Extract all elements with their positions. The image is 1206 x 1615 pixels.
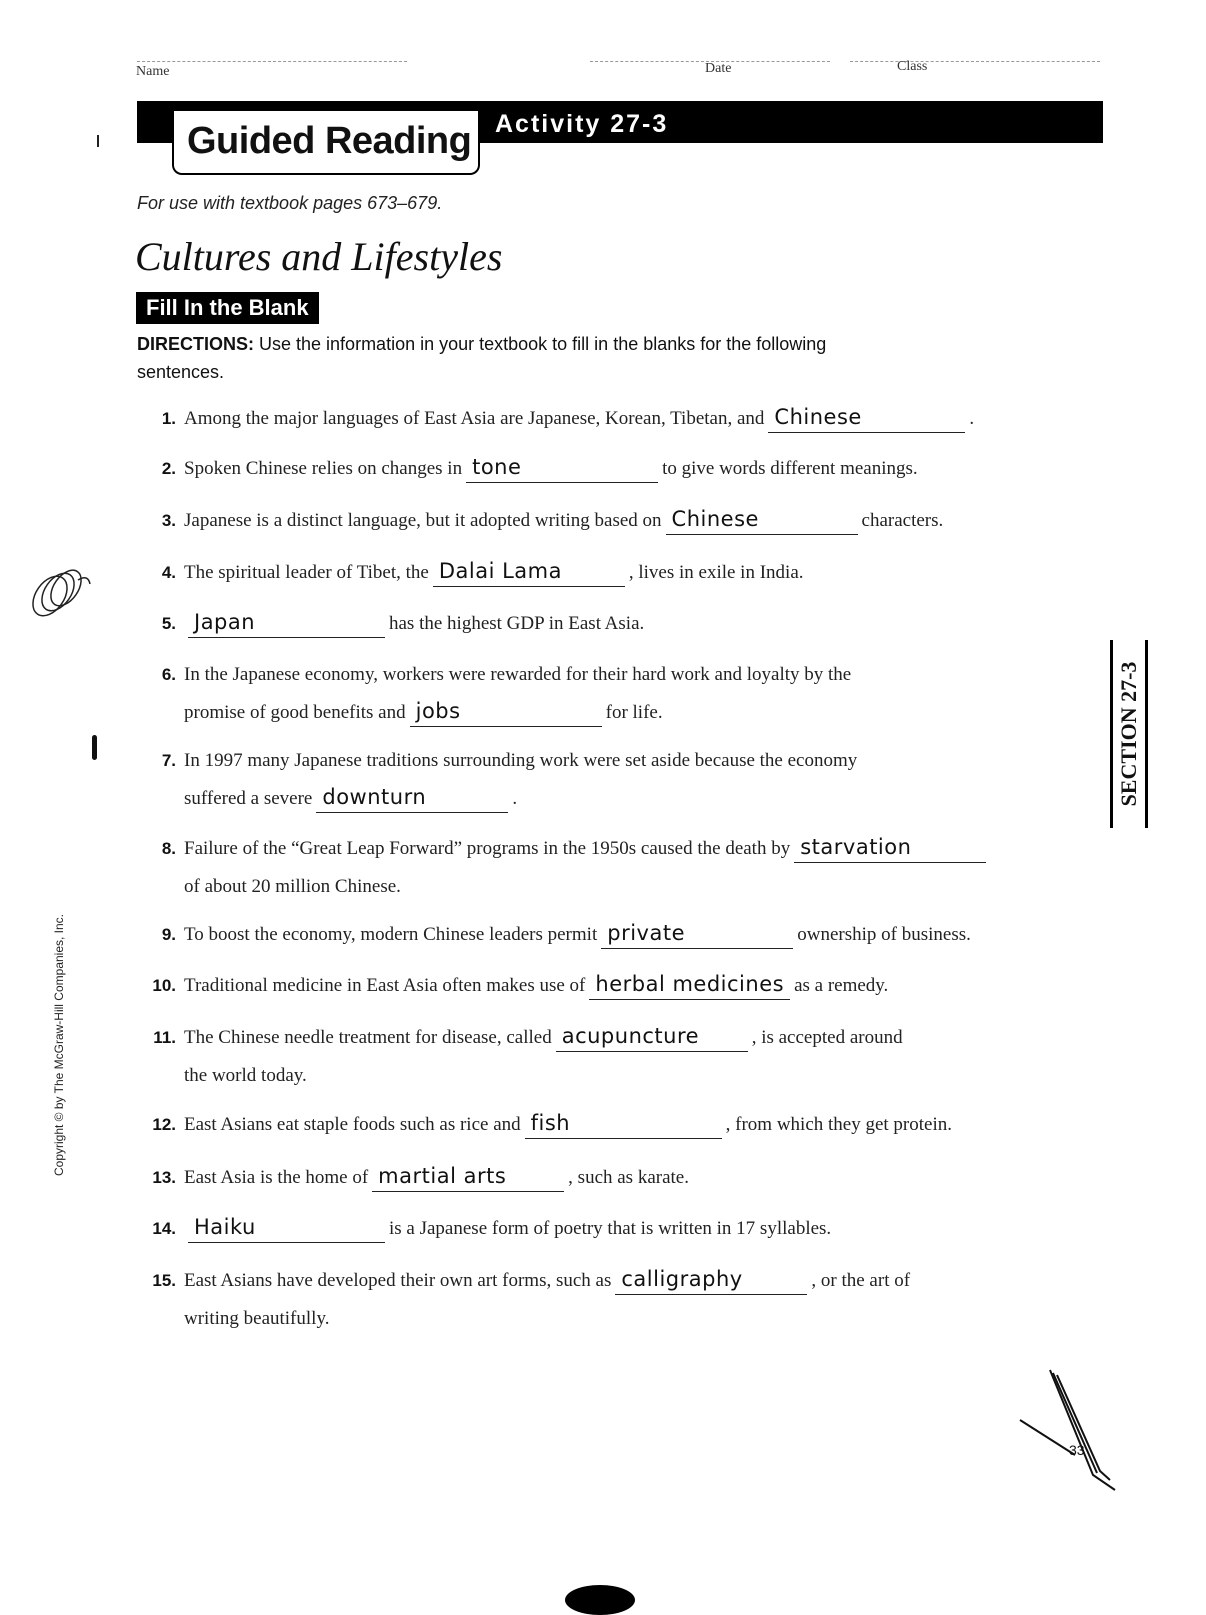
question-7 (140, 742, 1100, 818)
question-text: Among the major languages of East Asia are Japanese, Korean, Tibetan, and (184, 408, 765, 429)
answer-blank[interactable]: calligraphy (615, 1266, 807, 1295)
question-continuation: the world today. (184, 1065, 307, 1086)
question-text: , from which they get protein. (725, 1114, 952, 1135)
section-side-tab-label: SECTION 27-3 (1116, 661, 1141, 807)
name-label: Name (136, 64, 170, 79)
question-text: In 1997 many Japanese traditions surrounding work were set aside because the economy (184, 750, 858, 771)
question-5 (140, 605, 1100, 643)
page-title: Cultures and Lifestyles (135, 234, 503, 279)
banner-activity: Activity 27-3 (495, 110, 669, 138)
question-number: 1. (161, 409, 176, 428)
name-line (137, 61, 407, 62)
margin-mark (92, 735, 97, 760)
question-11 (140, 1019, 1100, 1095)
answer-blank[interactable]: jobs (410, 698, 602, 727)
question-number: 5. (161, 614, 176, 633)
question-text: The Chinese needle treatment for disease, called (184, 1027, 552, 1048)
question-number: 4. (161, 563, 176, 582)
question-number: 6. (161, 665, 176, 684)
question-continuation (140, 694, 1100, 732)
question-text: is a Japanese form of poetry that is written in 17 syllables. (389, 1218, 832, 1239)
question-3 (140, 502, 1100, 540)
question-number: 15. (152, 1271, 176, 1290)
question-4 (140, 554, 1100, 592)
textbook-pages-note: For use with textbook pages 673–679. (137, 193, 443, 213)
answer-blank[interactable]: martial arts (372, 1163, 564, 1192)
answer-blank[interactable]: Dalai Lama (433, 558, 625, 587)
copyright-notice: Copyright © by The McGraw-Hill Companies, Inc. (52, 913, 66, 1177)
question-12 (140, 1106, 1100, 1144)
answer-blank[interactable]: starvation (794, 834, 986, 863)
answer-blank[interactable]: downturn (316, 784, 508, 813)
directions-label: DIRECTIONS: (137, 334, 254, 354)
question-text: , is accepted around (751, 1027, 903, 1048)
question-2 (140, 450, 1100, 488)
question-8 (140, 830, 1100, 906)
answer-blank[interactable]: acupuncture (556, 1023, 748, 1052)
question-text: Spoken Chinese relies on changes in (184, 458, 463, 479)
question-number: 3. (161, 511, 176, 530)
question-number: 2. (161, 459, 176, 478)
question-number: 12. (152, 1115, 176, 1134)
question-9 (140, 916, 1100, 954)
date-label: Date (705, 61, 732, 76)
class-line (850, 61, 1100, 62)
question-number: 13. (152, 1168, 176, 1187)
answer-blank[interactable]: Japan (188, 609, 385, 638)
answer-blank[interactable]: Haiku (188, 1214, 385, 1243)
question-text: characters. (861, 510, 944, 531)
question-text: . (512, 788, 518, 809)
question-text: promise of good benefits and (184, 702, 406, 723)
question-text: East Asians eat staple foods such as rice and (184, 1114, 521, 1135)
question-continuation: writing beautifully. (184, 1308, 330, 1329)
question-continuation: of about 20 million Chinese. (184, 876, 401, 897)
margin-mark (97, 135, 99, 147)
question-text: East Asia is the home of (184, 1167, 369, 1188)
class-label: Class (897, 59, 928, 74)
section-tag: Fill In the Blank (136, 292, 319, 324)
question-13 (140, 1159, 1100, 1197)
question-text: To boost the economy, modern Chinese leaders permit (184, 924, 598, 945)
answer-blank[interactable]: herbal medicines (589, 971, 790, 1000)
question-text: East Asians have developed their own art forms, such as (184, 1270, 612, 1291)
question-continuation (140, 780, 1100, 818)
grading-check-icon (1015, 1365, 1135, 1495)
question-text: Japanese is a distinct language, but it adopted writing based on (184, 510, 662, 531)
question-text: suffered a severe (184, 788, 313, 809)
question-number: 8. (161, 839, 176, 858)
directions (137, 330, 837, 386)
page-edge-blot (565, 1585, 635, 1615)
question-15 (140, 1262, 1100, 1338)
question-number: 14. (152, 1219, 176, 1238)
question-text: , such as karate. (568, 1167, 689, 1188)
question-text: for life. (605, 702, 663, 723)
answer-blank[interactable]: fish (525, 1110, 722, 1139)
question-1 (140, 400, 1100, 438)
question-number: 11. (153, 1028, 176, 1047)
question-text: Failure of the “Great Leap Forward” programs in the 1950s caused the death by (184, 838, 791, 859)
question-text: In the Japanese economy, workers were rewarded for their hard work and loyalty by the (184, 664, 852, 685)
directions-text: Use the information in your textbook to fill in the blanks for the following sentences. (137, 334, 827, 382)
question-text: . (969, 408, 975, 429)
question-text: , lives in exile in India. (628, 562, 804, 583)
question-text: as a remedy. (794, 975, 889, 996)
question-number: 7. (161, 751, 176, 770)
question-text: Traditional medicine in East Asia often makes use of (184, 975, 586, 996)
answer-blank[interactable]: tone (466, 454, 658, 483)
banner-title: Guided Reading (187, 120, 472, 162)
question-10 (140, 967, 1100, 1005)
question-text: has the highest GDP in East Asia. (389, 613, 645, 634)
question-text: The spiritual leader of Tibet, the (184, 562, 429, 583)
question-text: to give words different meanings. (662, 458, 918, 479)
question-number: 9. (161, 925, 176, 944)
question-6 (140, 656, 1100, 732)
question-text: ownership of business. (797, 924, 971, 945)
doodle-scribble-icon (20, 560, 100, 630)
answer-blank[interactable]: private (601, 920, 793, 949)
question-text: , or the art of (811, 1270, 911, 1291)
page-number: 33 (1069, 1442, 1085, 1458)
answer-blank[interactable]: Chinese (666, 506, 858, 535)
question-number: 10. (152, 976, 176, 995)
question-14 (140, 1210, 1100, 1248)
answer-blank[interactable]: Chinese (768, 404, 965, 433)
